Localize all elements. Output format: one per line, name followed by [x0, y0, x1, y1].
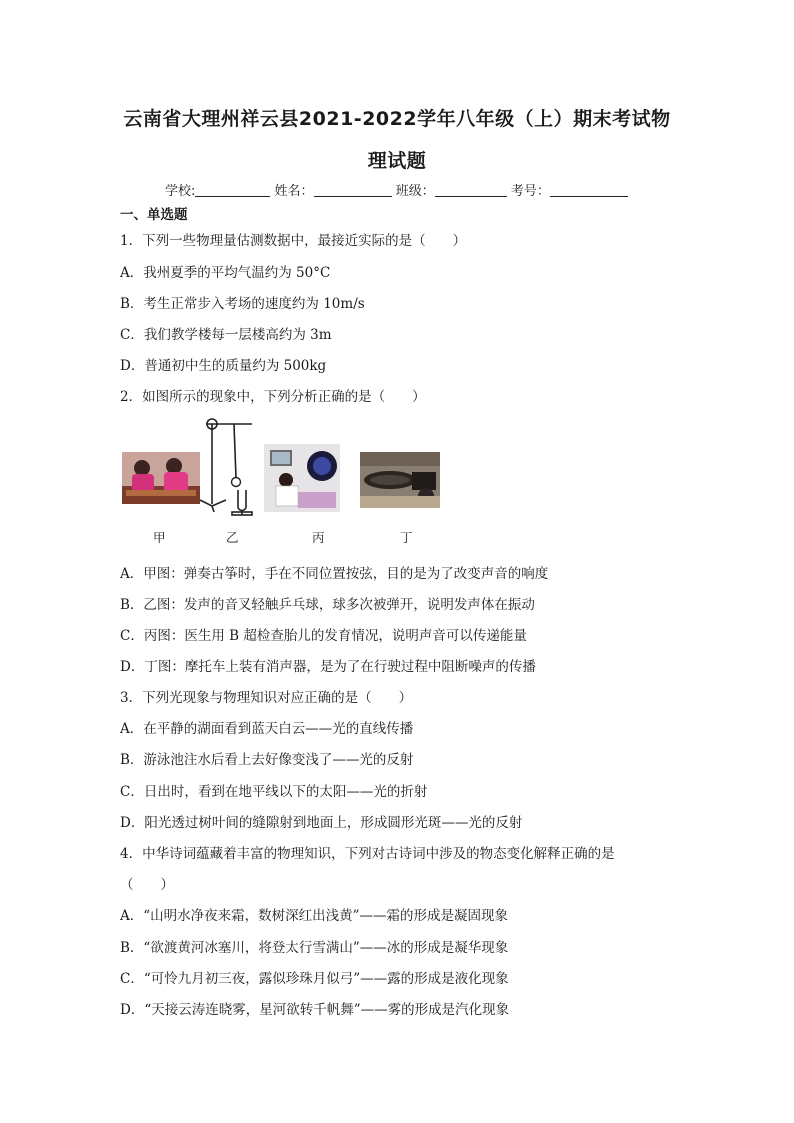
q1-option-b: B．考生正常步入考场的速度约为 10m/s: [120, 296, 365, 312]
exam-no-blank: [550, 184, 628, 197]
q4-stem: 4．中华诗词蕴藏着丰富的物理知识，下列对古诗词中涉及的物态变化解释正确的是: [120, 846, 615, 862]
q2-figure: [120, 416, 450, 521]
q4-option-d: D．“天接云涛连晓雾，星河欲转千帆舞”——雾的形成是汽化现象: [120, 1002, 510, 1018]
student-info-row: [165, 180, 628, 199]
q2-option-d: D．丁图：摩托车上装有消声器，是为了在行驶过程中阻断噪声的传播: [120, 659, 536, 675]
school-blank: [195, 184, 270, 197]
q4-stem-cont: （ ）: [120, 877, 174, 893]
class-blank: [435, 184, 507, 197]
q3-option-b: B．游泳池注水后看上去好像变浅了——光的反射: [120, 752, 414, 768]
muffler-photo-image: [360, 452, 440, 508]
name-blank: [314, 184, 392, 197]
name-label: 姓名：: [274, 184, 314, 199]
figure-caption-ding: 丁: [400, 530, 413, 545]
page-title-line1: 云南省大理州祥云县2021-2022学年八年级（上）期末考试物: [123, 108, 671, 130]
q2-option-c: C．丙图：医生用 B 超检查胎儿的发育情况，说明声音可以传递能量: [120, 628, 527, 644]
q4-option-b: B．“欲渡黄河冰塞川，将登太行雪满山”——冰的形成是凝华现象: [120, 940, 509, 956]
q1-option-c: C．我们教学楼每一层楼高约为 3m: [120, 327, 332, 343]
exam-no-label: 考号：: [510, 184, 550, 199]
figure-caption-jia: 甲: [153, 530, 166, 545]
figure-caption-yi: 乙: [226, 530, 239, 545]
q1-stem: 1．下列一些物理量估测数据中，最接近实际的是（ ）: [120, 233, 467, 249]
q1-option-a: A．我州夏季的平均气温约为 50°C: [120, 265, 331, 281]
q4-option-a: A．“山明水净夜来霜，数树深红出浅黄”——霜的形成是凝固现象: [120, 908, 509, 924]
q2-stem: 2．如图所示的现象中，下列分析正确的是（ ）: [120, 389, 426, 405]
class-label: 班级：: [395, 184, 435, 199]
q3-option-d: D．阳光透过树叶间的缝隙射到地面上，形成圆形光斑——光的反射: [120, 815, 523, 831]
ultrasound-photo-image: [264, 444, 340, 512]
q1-option-d: D．普通初中生的质量约为 500kg: [120, 358, 327, 374]
guzheng-photo-image: [122, 452, 200, 504]
school-label: 学校:: [165, 184, 196, 199]
page-title-line2: 理试题: [367, 150, 427, 172]
q4-option-c: C．“可怜九月初三夜，露似珍珠月似弓”——露的形成是液化现象: [120, 971, 509, 987]
q3-option-c: C．日出时，看到在地平线以下的太阳——光的折射: [120, 784, 428, 800]
figure-caption-bing: 丙: [312, 530, 325, 545]
q2-option-a: A．甲图：弹奏古筝时，手在不同位置按弦，目的是为了改变声音的响度: [120, 566, 549, 582]
q3-option-a: A．在平静的湖面看到蓝天白云——光的直线传播: [120, 721, 414, 737]
section-heading: 一、单选题: [120, 207, 188, 223]
tuning-fork-diagram: [192, 416, 254, 516]
q2-option-b: B．乙图：发声的音叉轻触乒乓球，球多次被弹开，说明发声体在振动: [120, 597, 535, 613]
q3-stem: 3．下列光现象与物理知识对应正确的是（ ）: [120, 690, 413, 706]
